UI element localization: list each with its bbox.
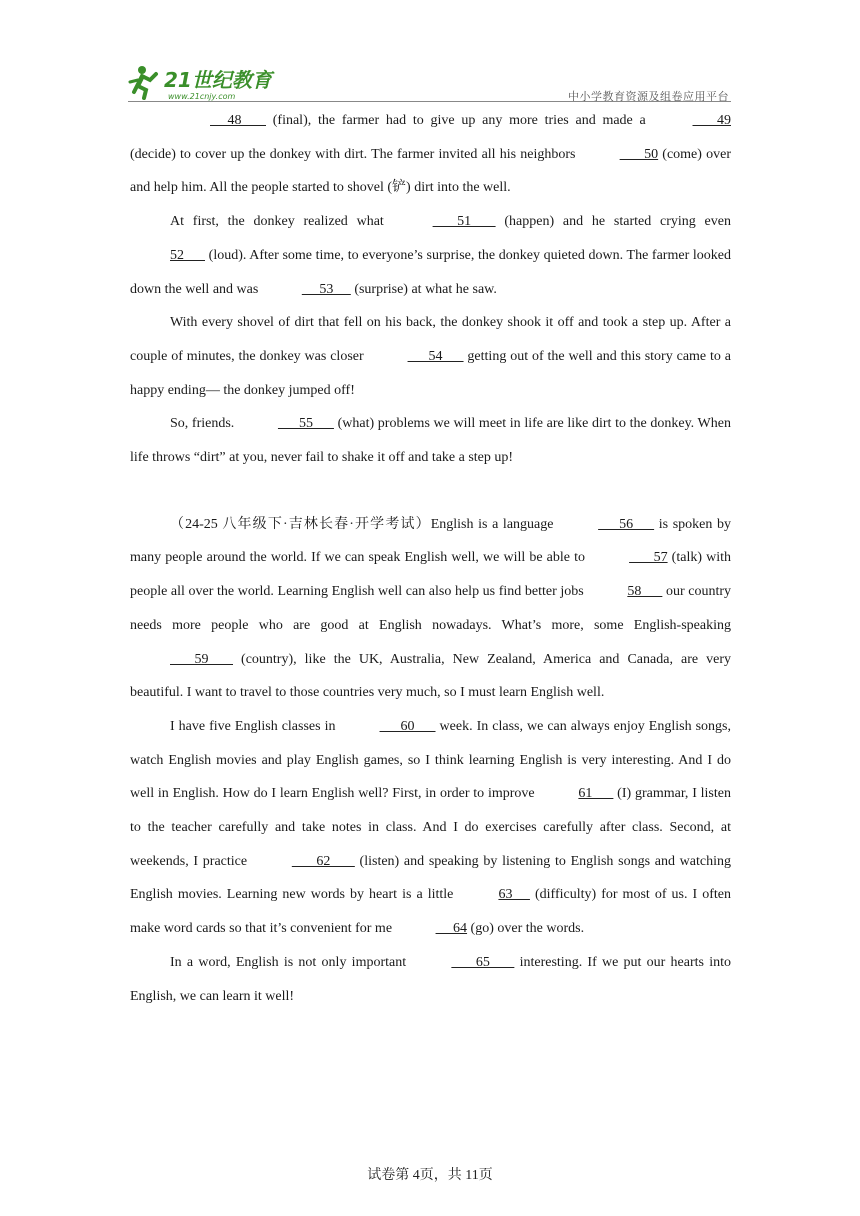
paragraph-text: (go) over the words. — [467, 921, 585, 937]
paragraph-text: our country needs more people who are good at English nowadays. What’s more, some English-speaking — [130, 584, 731, 633]
paragraph-text: (surprise) at what he saw. — [350, 281, 497, 297]
paragraph-text: getting out of the well and this story came to a happy ending— the donkey jumped off! — [130, 348, 732, 398]
paragraph-text: (country), like the UK, Australia, New Zealand, America and Canada, are very beautiful. I want to travel to those countries very much, so I must learn English well. — [130, 651, 731, 701]
answer-blank[interactable]: 56 — [598, 516, 655, 532]
paragraph-text: At first, the donkey realized what — [170, 214, 393, 230]
paragraph-text: (talk) with people all over the world. Learning English well can also help us find better jobs — [130, 550, 731, 600]
paragraph — [130, 508, 731, 710]
paragraph-text: (listen) and speaking by listening to English songs and watching English movies. Learning new words by heart is a little — [130, 853, 731, 903]
answer-blank[interactable]: 63 — [498, 887, 530, 903]
paragraph — [130, 306, 731, 407]
paragraph-text: In a word, English is not only important — [170, 954, 412, 970]
answer-blank[interactable]: 61 — [578, 786, 614, 802]
paragraph — [130, 205, 731, 306]
logo-21cnjy — [128, 62, 288, 102]
answer-blank[interactable]: 51 — [432, 214, 496, 230]
answer-blank[interactable]: 54 — [407, 348, 464, 364]
paragraph-text: is spoken by many people around the world. If we can speak English well, we will be able to — [130, 516, 732, 566]
page-header — [128, 62, 731, 104]
paragraph-text: (I) grammar, I listen to the teacher carefully and take notes in class. And I do exercises carefully after class. Second, at weekends, I practice — [130, 786, 731, 869]
paragraph-text: (decide) to cover up the donkey with dirt. The farmer invited all his neighbors — [130, 146, 580, 162]
answer-blank[interactable]: 50 — [619, 146, 659, 162]
paragraph — [130, 407, 731, 474]
paragraph-text: With every shovel of dirt that fell on his back, the donkey shook it off and took a step up. After a couple of minutes, the donkey was closer — [130, 315, 731, 364]
paragraph-text: week. In class, we can always enjoy English songs, watch English movies and play English games, so I think learning English is very interesting. And I do well in English. How do I learn English well? First, in order to improve — [130, 718, 731, 802]
document-body — [130, 104, 731, 1013]
header-divider — [128, 101, 731, 102]
answer-blank[interactable]: 49 — [692, 113, 731, 128]
answer-blank[interactable]: 65 — [451, 954, 515, 970]
answer-blank[interactable]: 60 — [379, 718, 436, 734]
passage-spacer — [130, 475, 731, 508]
paragraph-text: （24-25 八年级下·吉林长春·开学考试）English is a language — [170, 516, 559, 532]
paragraph — [130, 104, 731, 205]
logo-text: 21世纪教育 — [164, 68, 272, 92]
answer-blank[interactable]: 52 — [170, 247, 205, 263]
answer-blank[interactable]: 62 — [291, 853, 355, 869]
paragraph-text: (difficulty) for most of us. I often make word cards so that it’s convenient for me — [130, 887, 731, 937]
answer-blank[interactable]: 57 — [629, 550, 668, 566]
paragraph — [130, 710, 731, 946]
answer-blank[interactable]: 55 — [277, 416, 334, 432]
paragraph-text: interesting. If we put our hearts into English, we can learn it well! — [130, 954, 731, 1004]
answer-blank[interactable]: 64 — [435, 921, 468, 937]
passage-1 — [130, 104, 731, 475]
paragraph-text: I have five English classes in — [170, 718, 340, 734]
page-footer: 试卷第 4页，共 11页 — [367, 1168, 493, 1183]
answer-blank[interactable]: 48 — [210, 113, 266, 128]
header-platform-text: 中小学教育资源及组卷应用平台 — [568, 90, 729, 103]
logo-url-text: www.21cnjy.com — [168, 92, 236, 101]
paragraph — [130, 946, 731, 1013]
answer-blank[interactable]: 59 — [170, 651, 233, 667]
paragraph-text: So, friends. — [170, 416, 238, 432]
paragraph-text: (final), the farmer had to give up any more tries and made a — [266, 113, 653, 128]
passage-2 — [130, 508, 731, 1014]
answer-blank[interactable]: 53 — [301, 281, 351, 297]
paragraph-text: (come) over and help him. All the people started to shovel (铲) dirt into the well. — [130, 146, 731, 196]
paragraph-text: (happen) and he started crying even — [495, 214, 731, 230]
paragraph-text: (what) problems we will meet in life are like dirt to the donkey. When life throws “dirt” at you, never fail to shake it off and take a step up! — [130, 416, 731, 466]
paragraph-text: (loud). After some time, to everyone’s surprise, the donkey quieted down. The farmer looked down the well and was — [130, 247, 731, 297]
answer-blank[interactable]: 58 — [627, 584, 663, 600]
